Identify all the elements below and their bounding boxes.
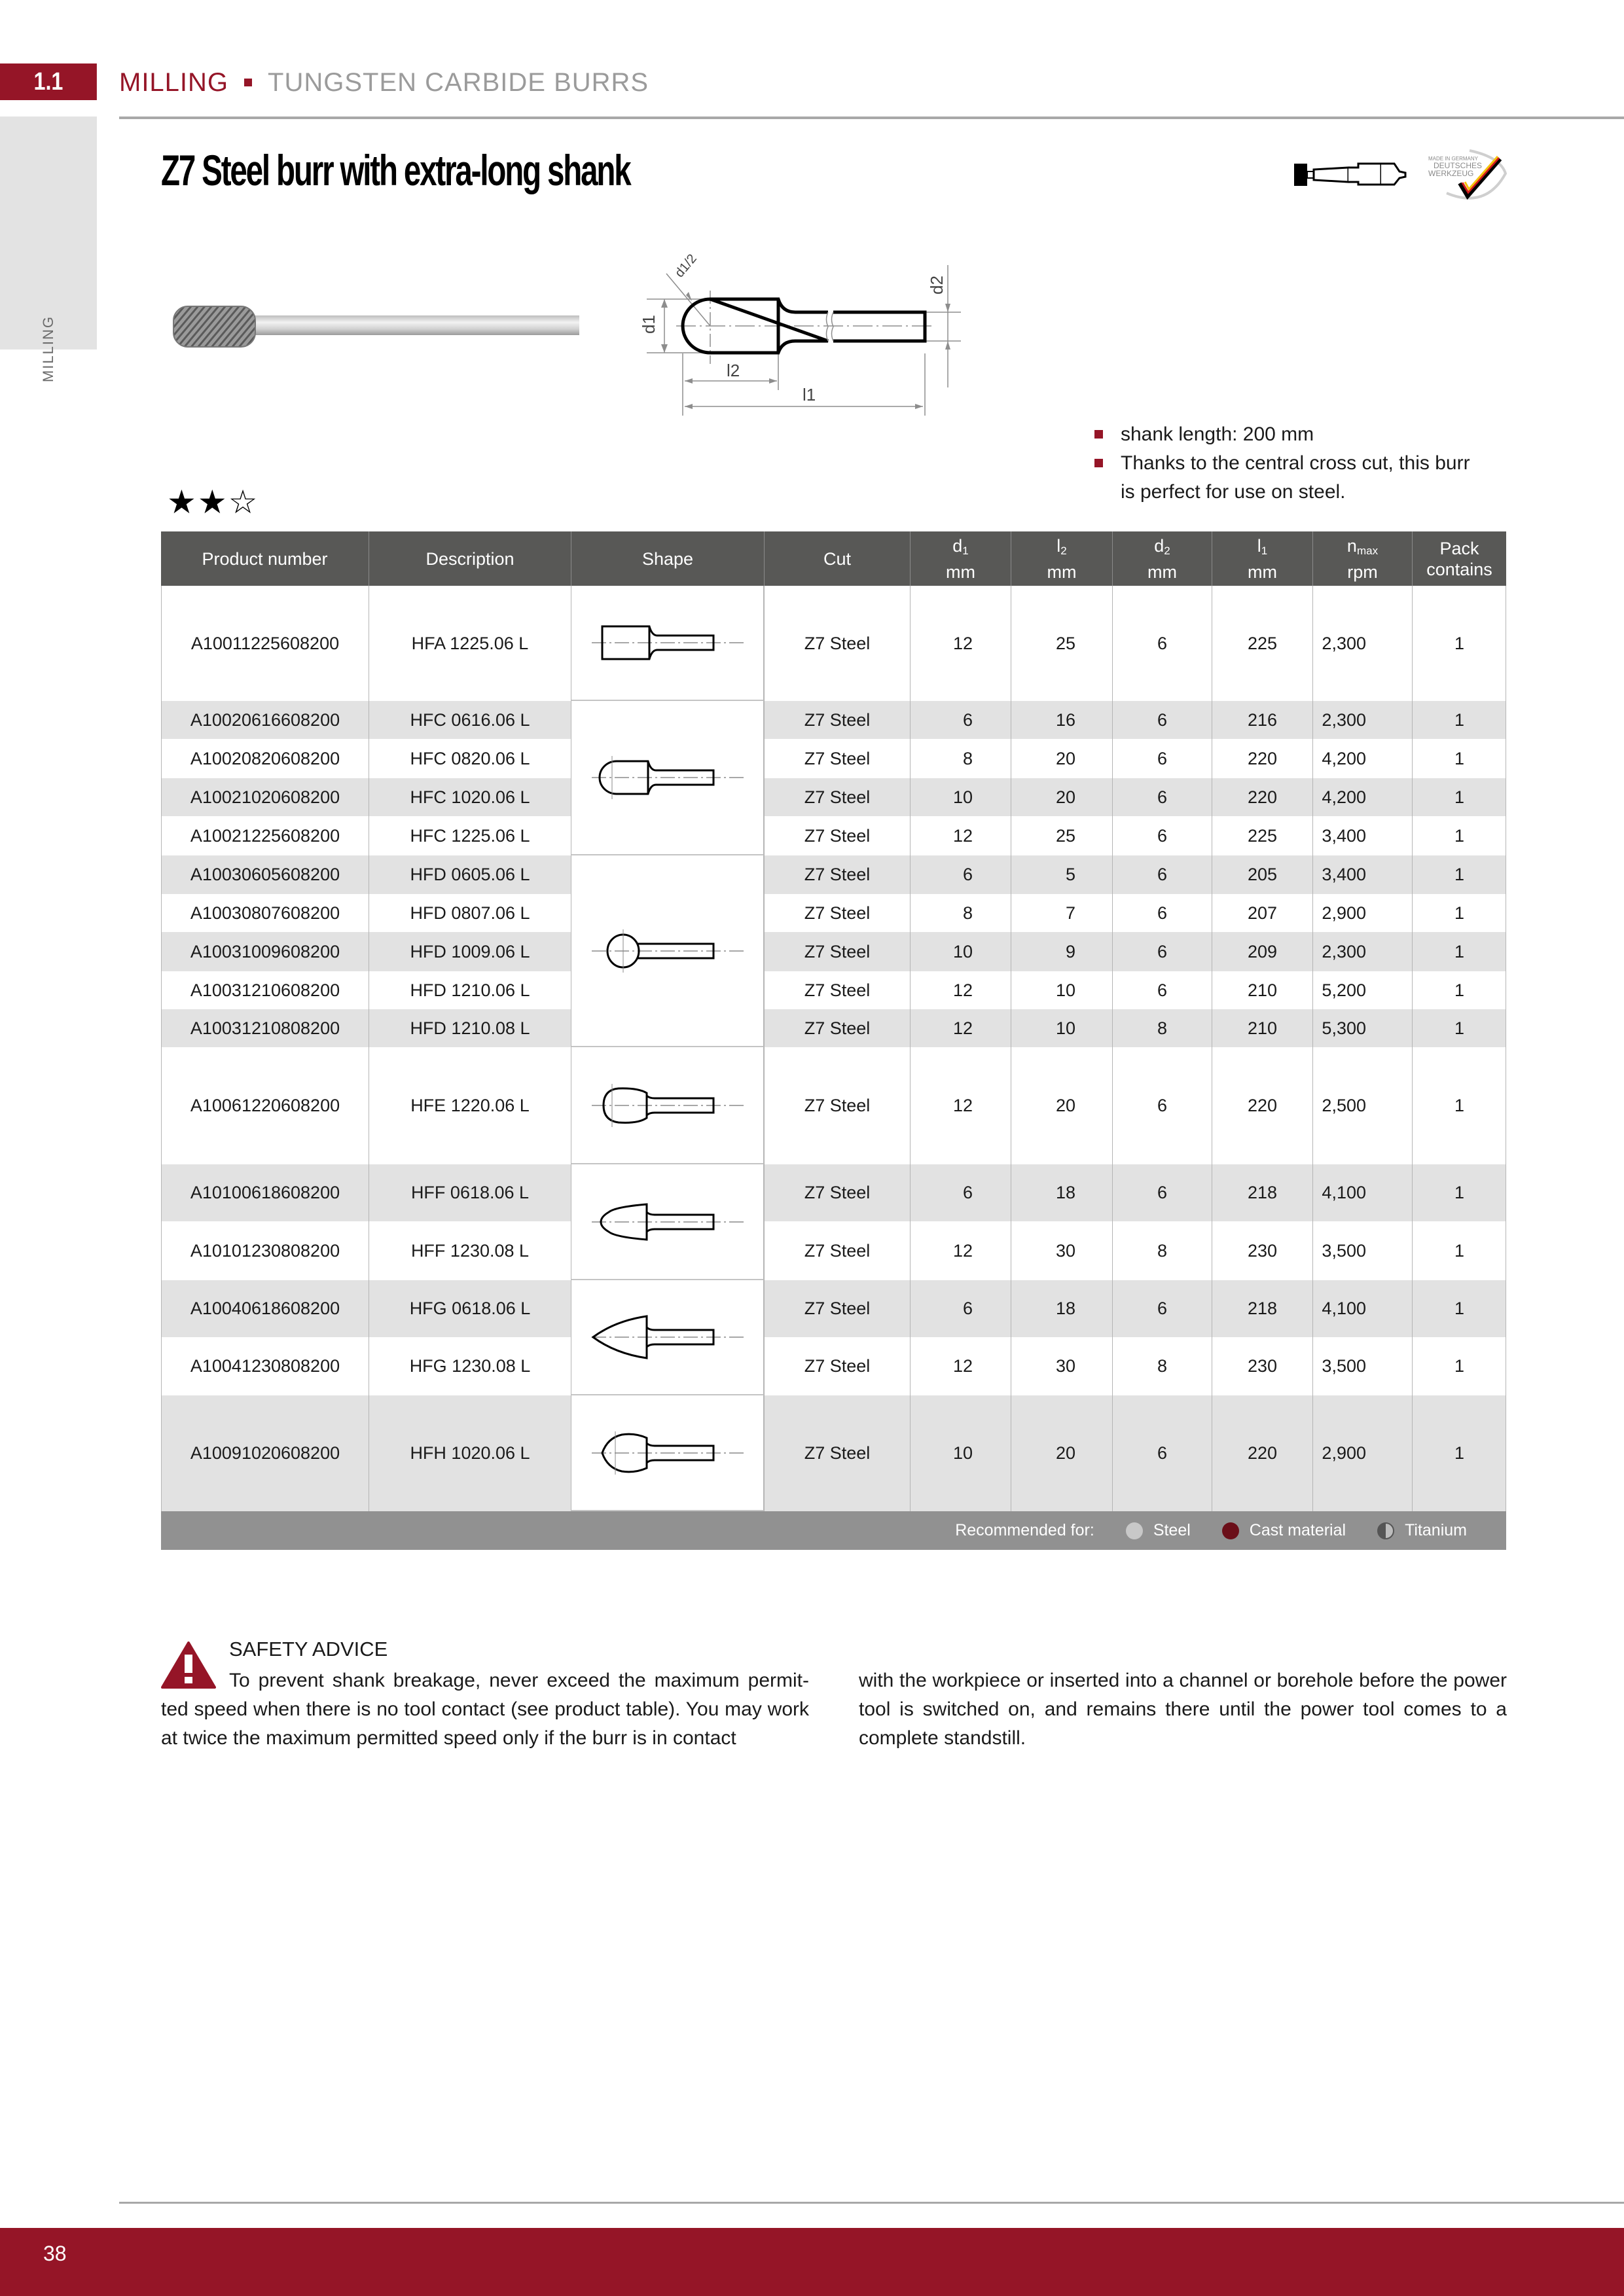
cell-l1: 220: [1212, 778, 1312, 816]
cell-l2: 16: [1011, 701, 1112, 739]
cell-d2: 6: [1112, 894, 1212, 932]
cell-description: HFD 1210.06 L: [369, 971, 571, 1009]
cell-description: HFF 0618.06 L: [369, 1164, 571, 1221]
product-photo: [167, 301, 579, 357]
cell-product-number: A10030807608200: [161, 894, 369, 932]
cell-d1: 8: [910, 894, 1011, 932]
cast-material-dot-icon: [1222, 1522, 1239, 1539]
cell-nmax: 2,300: [1312, 932, 1412, 971]
cell-description: HFD 1210.08 L: [369, 1009, 571, 1047]
deutsches-werkzeug-badge: [1427, 147, 1512, 209]
cell-l1: 230: [1212, 1221, 1312, 1280]
chapter-number: 1.1: [33, 67, 63, 96]
shape-cell: [571, 1280, 764, 1395]
cell-d2: 6: [1112, 1280, 1212, 1337]
cell-product-number: A10031210608200: [161, 971, 369, 1009]
straight-grinder-icon: [1293, 157, 1424, 193]
cell-d2: 8: [1112, 1009, 1212, 1047]
cell-product-number: A10101230808200: [161, 1221, 369, 1280]
cell-d2: 6: [1112, 701, 1212, 739]
cell-l1: 220: [1212, 1395, 1312, 1511]
cell-d2: 6: [1112, 971, 1212, 1009]
cell-cut: Z7 Steel: [764, 855, 910, 894]
cell-d1: 10: [910, 778, 1011, 816]
column-header-unit: mm: [1248, 562, 1277, 582]
cell-cut: Z7 Steel: [764, 1280, 910, 1337]
legend-label: Titanium: [1405, 1521, 1467, 1539]
page-number: 38: [43, 2242, 67, 2265]
cell-nmax: 2,300: [1312, 586, 1412, 701]
cell-product-number: A10031009608200: [161, 932, 369, 971]
label-d1: d1: [639, 315, 659, 334]
cell-nmax: 5,300: [1312, 1009, 1412, 1047]
column-header-d1: [910, 531, 1011, 586]
cell-l1: 225: [1212, 816, 1312, 855]
cell-l1: 207: [1212, 894, 1312, 932]
cell-description: HFF 1230.08 L: [369, 1221, 571, 1280]
column-header-unit: rpm: [1347, 562, 1378, 582]
cell-cut: Z7 Steel: [764, 1009, 910, 1047]
cell-description: HFD 1009.06 L: [369, 932, 571, 971]
cell-l1: 220: [1212, 739, 1312, 778]
table-row: [161, 778, 1506, 816]
breadcrumb-subsection: TUNGSTEN CARBIDE BURRS: [268, 67, 649, 97]
cell-cut: Z7 Steel: [764, 1337, 910, 1395]
cell-d1: 12: [910, 1221, 1011, 1280]
label-l1: l1: [803, 385, 816, 404]
cell-description: HFA 1225.06 L: [369, 586, 571, 701]
feature-list: [1094, 420, 1474, 507]
cell-l2: 10: [1011, 971, 1112, 1009]
cell-nmax: 4,100: [1312, 1280, 1412, 1337]
ball-icon: [589, 927, 746, 975]
cell-l1: 216: [1212, 701, 1312, 739]
cell-pack: 1: [1412, 1164, 1506, 1221]
column-header-label: l: [1257, 535, 1261, 556]
badge-line-1: MADE IN GERMANY: [1428, 156, 1479, 162]
cell-l2: 30: [1011, 1221, 1112, 1280]
cell-description: HFH 1020.06 L: [369, 1395, 571, 1511]
cell-d1: 12: [910, 816, 1011, 855]
column-header-label: Cut: [823, 548, 852, 569]
cell-pack: 1: [1412, 855, 1506, 894]
column-header-subscript: 2: [1060, 544, 1067, 557]
column-header-l2: [1011, 531, 1112, 586]
column-header-label: Shape: [641, 548, 694, 569]
cell-pack: 1: [1412, 932, 1506, 971]
cell-d2: 6: [1112, 932, 1212, 971]
cell-nmax: 5,200: [1312, 971, 1412, 1009]
legend-item: [1222, 1521, 1346, 1540]
tree-pointed-end-icon: [589, 1313, 746, 1361]
cell-pack: 1: [1412, 778, 1506, 816]
badge-line-3: WERKZEUG: [1428, 169, 1474, 178]
cell-description: HFD 0807.06 L: [369, 894, 571, 932]
footer-band: [0, 2228, 1624, 2296]
cell-product-number: A10020616608200: [161, 701, 369, 739]
cell-l1: 210: [1212, 971, 1312, 1009]
cell-l2: 10: [1011, 1009, 1112, 1047]
table-row: [161, 701, 1506, 739]
recommended-for-bar: [161, 1511, 1506, 1550]
label-d2: d2: [927, 276, 947, 295]
cell-d1: 12: [910, 971, 1011, 1009]
cell-description: HFD 0605.06 L: [369, 855, 571, 894]
table-row: [161, 932, 1506, 971]
cell-product-number: A10041230808200: [161, 1337, 369, 1395]
cell-cut: Z7 Steel: [764, 739, 910, 778]
chapter-number-badge: [0, 63, 97, 100]
cell-pack: 1: [1412, 1337, 1506, 1395]
table-row: [161, 894, 1506, 932]
cell-l1: 209: [1212, 932, 1312, 971]
header-divider: [119, 117, 1624, 119]
column-header-unit: mm: [1147, 562, 1177, 582]
column-header-label: d: [1154, 535, 1164, 556]
feature-item: shank length: 200 mm: [1094, 420, 1474, 449]
column-header-nmax: [1312, 531, 1412, 586]
column-header-d2: [1112, 531, 1212, 586]
cell-product-number: A10021225608200: [161, 816, 369, 855]
cell-l1: 230: [1212, 1337, 1312, 1395]
cell-d1: 6: [910, 855, 1011, 894]
cell-cut: Z7 Steel: [764, 701, 910, 739]
cell-pack: 1: [1412, 1047, 1506, 1164]
cell-pack: 1: [1412, 894, 1506, 932]
cell-l1: 225: [1212, 586, 1312, 701]
cell-l1: 218: [1212, 1164, 1312, 1221]
cell-nmax: 3,400: [1312, 855, 1412, 894]
side-tab: [0, 117, 97, 383]
column-header-cut: [764, 531, 910, 586]
cell-pack: 1: [1412, 1221, 1506, 1280]
cell-nmax: 4,100: [1312, 1164, 1412, 1221]
cell-d1: 12: [910, 1047, 1011, 1164]
cell-description: HFC 0820.06 L: [369, 739, 571, 778]
column-header-l1: [1212, 531, 1312, 586]
safety-text-column-1: To prevent shank breakage, never exceed the maximum permit-ted speed when there is no tool contact (see product table). You may work at twice the maximum permitted speed only if the burr is in contact: [161, 1670, 809, 1749]
table-row: [161, 1221, 1506, 1280]
table-row: [161, 1009, 1506, 1047]
shape-cell: [571, 855, 764, 1047]
breadcrumb: [119, 64, 649, 101]
label-l2: l2: [727, 361, 740, 380]
cell-cut: Z7 Steel: [764, 1395, 910, 1511]
cell-d1: 10: [910, 932, 1011, 971]
cell-d2: 6: [1112, 778, 1212, 816]
cell-pack: 1: [1412, 739, 1506, 778]
table-row: [161, 1280, 1506, 1337]
cell-nmax: 3,500: [1312, 1221, 1412, 1280]
label-radius: d1/2: [672, 251, 700, 281]
cell-product-number: A10031210808200: [161, 1009, 369, 1047]
page-title: Z7 Steel burr with extra-long shank: [161, 146, 630, 194]
cell-cut: Z7 Steel: [764, 932, 910, 971]
cell-cut: Z7 Steel: [764, 1047, 910, 1164]
steel-dot-icon: [1126, 1522, 1143, 1539]
safety-text-column-2: with the workpiece or inserted into a channel or borehole before the power tool is switched on, and remains there until the power tool comes to a complete standstill.: [859, 1670, 1507, 1749]
cell-d1: 6: [910, 1280, 1011, 1337]
cell-description: HFG 1230.08 L: [369, 1337, 571, 1395]
oval-icon: [589, 1081, 746, 1130]
cell-d2: 8: [1112, 1337, 1212, 1395]
table-row: [161, 855, 1506, 894]
table-row: [161, 1337, 1506, 1395]
cell-nmax: 3,500: [1312, 1337, 1412, 1395]
cell-cut: Z7 Steel: [764, 586, 910, 701]
badge-line-2: DEUTSCHES: [1434, 161, 1483, 170]
cell-cut: Z7 Steel: [764, 816, 910, 855]
cell-d1: 12: [910, 1009, 1011, 1047]
cell-product-number: A10040618608200: [161, 1280, 369, 1337]
column-header-label: d: [952, 535, 963, 556]
cell-d2: 6: [1112, 816, 1212, 855]
side-tab-label: MILLING: [40, 315, 56, 383]
legend-label: Cast material: [1249, 1521, 1346, 1539]
cell-d1: 6: [910, 1164, 1011, 1221]
cell-l2: 18: [1011, 1280, 1112, 1337]
cell-l2: 18: [1011, 1164, 1112, 1221]
cell-cut: Z7 Steel: [764, 1221, 910, 1280]
column-header-label: Product number: [202, 548, 328, 569]
cell-l2: 7: [1011, 894, 1112, 932]
cell-d1: 6: [910, 701, 1011, 739]
cell-product-number: A10030605608200: [161, 855, 369, 894]
column-header-pack: [1412, 531, 1506, 586]
table-row: [161, 971, 1506, 1009]
column-header-unit: mm: [946, 562, 975, 582]
cell-cut: Z7 Steel: [764, 971, 910, 1009]
cell-description: HFC 1225.06 L: [369, 816, 571, 855]
cell-d1: 10: [910, 1395, 1011, 1511]
cell-pack: 1: [1412, 971, 1506, 1009]
column-header-label: n: [1346, 535, 1357, 556]
cell-nmax: 2,900: [1312, 894, 1412, 932]
shape-cell: [571, 1047, 764, 1164]
safety-title: SAFETY ADVICE: [229, 1638, 388, 1660]
cell-d2: 6: [1112, 739, 1212, 778]
shape-cell: [571, 701, 764, 855]
cell-product-number: A10021020608200: [161, 778, 369, 816]
cell-product-number: A10011225608200: [161, 586, 369, 701]
column-header-subscript: 2: [1164, 544, 1170, 557]
table-row: [161, 816, 1506, 855]
cell-pack: 1: [1412, 586, 1506, 701]
cell-l2: 20: [1011, 1395, 1112, 1511]
cell-d2: 8: [1112, 1221, 1212, 1280]
cell-l2: 20: [1011, 778, 1112, 816]
cell-nmax: 4,200: [1312, 739, 1412, 778]
table-row: [161, 739, 1506, 778]
shape-cell: [571, 1164, 764, 1280]
cell-description: HFC 0616.06 L: [369, 701, 571, 739]
cell-product-number: A10061220608200: [161, 1047, 369, 1164]
cell-nmax: 2,300: [1312, 701, 1412, 739]
cell-nmax: 2,900: [1312, 1395, 1412, 1511]
cell-l2: 9: [1011, 932, 1112, 971]
cell-cut: Z7 Steel: [764, 894, 910, 932]
column-header-label: Pack: [1439, 538, 1479, 558]
legend-item: [1377, 1521, 1467, 1540]
cell-d2: 6: [1112, 1395, 1212, 1511]
cell-nmax: 4,200: [1312, 778, 1412, 816]
cell-description: HFG 0618.06 L: [369, 1280, 571, 1337]
footer-divider: [119, 2202, 1624, 2204]
cell-d2: 6: [1112, 586, 1212, 701]
cell-l2: 20: [1011, 1047, 1112, 1164]
column-header-unit: contains: [1426, 559, 1492, 579]
table-row: [161, 1047, 1506, 1164]
feature-item: Thanks to the central cross cut, this burr is perfect for use on steel.: [1094, 449, 1474, 507]
column-header-unit: mm: [1047, 562, 1077, 582]
cell-l2: 20: [1011, 739, 1112, 778]
cell-description: HFC 1020.06 L: [369, 778, 571, 816]
cell-product-number: A10100618608200: [161, 1164, 369, 1221]
cell-l2: 5: [1011, 855, 1112, 894]
cell-pack: 1: [1412, 1280, 1506, 1337]
cell-l2: 25: [1011, 586, 1112, 701]
titanium-half-dot-icon: [1377, 1522, 1394, 1539]
shape-cell: [571, 586, 764, 701]
column-header-subscript: 1: [962, 544, 969, 557]
recommended-for-label: Recommended for:: [955, 1521, 1094, 1539]
cell-l1: 218: [1212, 1280, 1312, 1337]
cell-pack: 1: [1412, 1009, 1506, 1047]
legend-item: [1126, 1521, 1191, 1540]
column-header-product_number: [161, 531, 369, 586]
technical-drawing: [628, 236, 1034, 422]
cell-pack: 1: [1412, 816, 1506, 855]
breadcrumb-section: MILLING: [119, 67, 229, 97]
column-header-description: [369, 531, 571, 586]
cell-description: HFE 1220.06 L: [369, 1047, 571, 1164]
column-header-label: l: [1056, 535, 1061, 556]
cell-l2: 25: [1011, 816, 1112, 855]
cell-l1: 205: [1212, 855, 1312, 894]
cell-pack: 1: [1412, 701, 1506, 739]
shape-cell: [571, 1395, 764, 1511]
breadcrumb-separator-icon: [244, 79, 252, 86]
cell-d2: 6: [1112, 855, 1212, 894]
cell-l2: 30: [1011, 1337, 1112, 1395]
rating-stars: ★★☆: [167, 484, 259, 520]
cell-product-number: A10091020608200: [161, 1395, 369, 1511]
column-header-subscript: max: [1356, 544, 1379, 557]
cylinder-radius-end-icon: [589, 753, 746, 802]
cell-d1: 12: [910, 586, 1011, 701]
column-header-label: Description: [425, 548, 514, 569]
cell-l1: 220: [1212, 1047, 1312, 1164]
tree-radius-end-icon: [589, 1198, 746, 1246]
cell-d2: 6: [1112, 1164, 1212, 1221]
cell-nmax: 2,500: [1312, 1047, 1412, 1164]
table-row: [161, 586, 1506, 701]
table-row: [161, 1164, 1506, 1221]
table-row: [161, 1395, 1506, 1511]
column-header-shape: [571, 531, 764, 586]
cylinder-flat-end-icon: [589, 619, 746, 667]
cell-cut: Z7 Steel: [764, 1164, 910, 1221]
column-header-subscript: 1: [1261, 544, 1268, 557]
legend-label: Steel: [1153, 1521, 1191, 1539]
cell-l1: 210: [1212, 1009, 1312, 1047]
cell-d2: 6: [1112, 1047, 1212, 1164]
cell-d1: 8: [910, 739, 1011, 778]
cell-nmax: 3,400: [1312, 816, 1412, 855]
cell-d1: 12: [910, 1337, 1011, 1395]
cell-pack: 1: [1412, 1395, 1506, 1511]
flame-icon: [589, 1429, 746, 1477]
cell-cut: Z7 Steel: [764, 778, 910, 816]
cell-product-number: A10020820608200: [161, 739, 369, 778]
